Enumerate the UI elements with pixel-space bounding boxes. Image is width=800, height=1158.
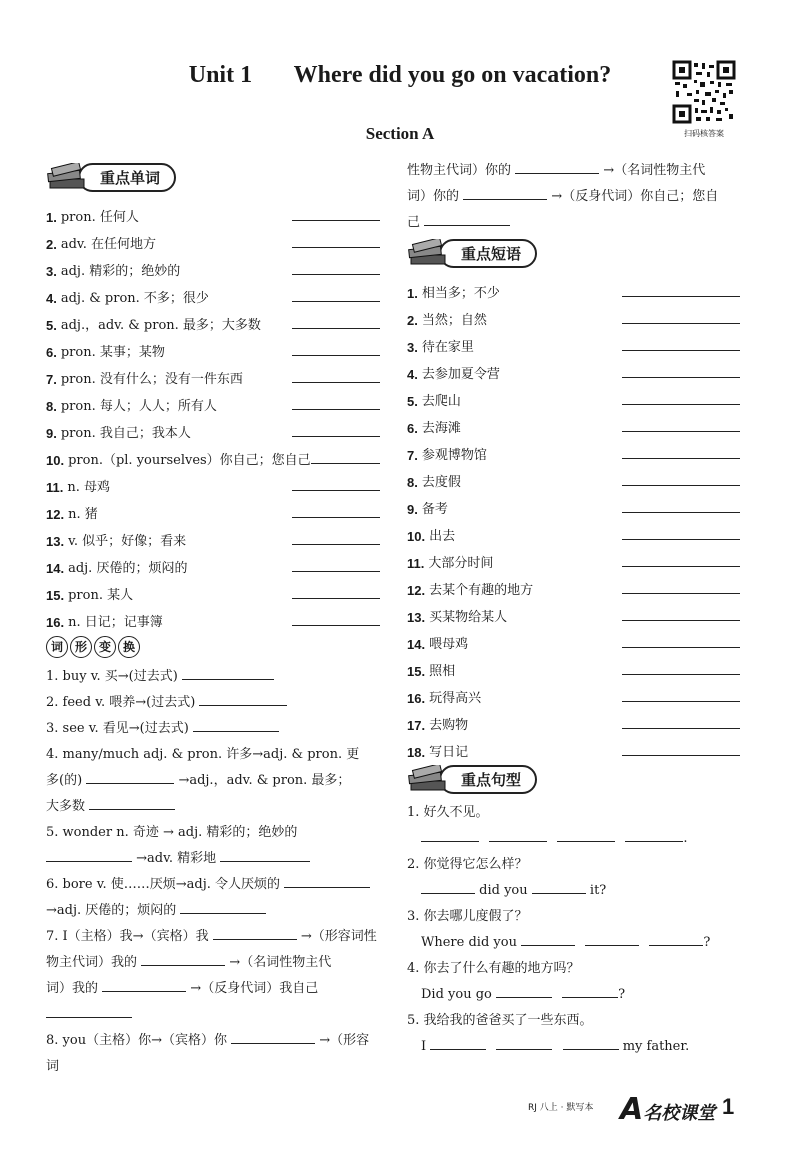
phrase-text: 去度假 [421, 475, 461, 490]
phrases-badge [407, 238, 740, 268]
transform-badge [46, 636, 380, 658]
sentence-prompt: 5. 我给我的爸爸买了一些东西。 [407, 1013, 593, 1028]
books-icon [407, 765, 451, 793]
phrase-row [407, 598, 740, 625]
sentence-text: . [683, 831, 688, 846]
word-number: 3. [46, 264, 57, 279]
phrase-row [407, 706, 740, 733]
words-label: 重点单词 [78, 163, 176, 192]
word-row [46, 468, 380, 495]
transform-text: 性物主代词）你的 [407, 163, 512, 178]
phrase-row [407, 355, 740, 382]
phrase-row [407, 733, 740, 760]
logo-letter: A [620, 1092, 644, 1127]
answer-blank[interactable] [622, 687, 740, 702]
phrase-row [407, 436, 740, 463]
phrase-number: 3. [407, 340, 418, 355]
phrase-row [407, 409, 740, 436]
answer-blank[interactable] [585, 933, 639, 946]
word-row [46, 387, 380, 414]
sentences-label: 重点句型 [439, 765, 537, 794]
transform-text: →adj. 厌倦的；烦闷的 [46, 903, 177, 918]
word-text: pron. 没有什么；没有一件东西 [60, 372, 243, 387]
word-number: 13. [46, 534, 65, 549]
answer-blank[interactable] [213, 927, 297, 940]
answer-blank[interactable] [292, 584, 380, 599]
phrase-text: 去购物 [429, 718, 469, 733]
transform-item-5 [46, 820, 380, 872]
qr-caption: 扫码核答案 [684, 129, 724, 138]
sentence-prompt: 4. 你去了什么有趣的地方吗？ [407, 961, 580, 976]
word-row [46, 198, 380, 225]
phrase-text: 去某个有趣的地方 [429, 583, 534, 598]
answer-blank[interactable] [622, 336, 740, 351]
word-number: 10. [46, 453, 65, 468]
phrase-text: 出去 [429, 529, 456, 544]
transform-text: →adv. 精彩地 [136, 851, 217, 866]
transform-text: 己 [407, 215, 421, 230]
answer-blank[interactable] [622, 309, 740, 324]
transform-text: 8. you（主格）你→（宾格）你 [46, 1033, 227, 1048]
phrase-row [407, 328, 740, 355]
answer-blank[interactable] [622, 579, 740, 594]
words-badge [46, 162, 380, 192]
word-row [46, 306, 380, 333]
left-column [46, 160, 380, 1080]
phrase-number: 17. [407, 718, 426, 733]
answer-blank[interactable] [622, 660, 740, 675]
phrase-number: 8. [407, 475, 418, 490]
word-row [46, 225, 380, 252]
sentence-text: did you [479, 883, 528, 898]
answer-blank[interactable] [622, 633, 740, 648]
phrase-row [407, 625, 740, 652]
transform-char: 词 [46, 636, 68, 658]
word-text: pron.（pl. yourselves）你自己；您自己 [68, 453, 311, 468]
word-row [46, 522, 380, 549]
phrase-text: 去参加夏令营 [421, 367, 500, 382]
answer-blank[interactable] [622, 552, 740, 567]
section-title: Section A [365, 124, 435, 143]
transform-item-2 [46, 690, 380, 716]
phrase-number: 16. [407, 691, 426, 706]
transform-item-3 [46, 716, 380, 742]
books-icon [407, 239, 451, 267]
unit-label: Unit 1 [188, 62, 253, 88]
answer-blank[interactable] [515, 161, 599, 174]
answer-blank[interactable] [562, 985, 618, 998]
phrase-text: 大部分时间 [428, 556, 494, 571]
answer-blank[interactable] [220, 849, 310, 862]
answer-blank[interactable] [180, 901, 266, 914]
answer-blank[interactable] [182, 667, 274, 680]
sentence-4 [407, 956, 740, 1008]
answer-blank[interactable] [622, 741, 740, 756]
answer-blank[interactable] [89, 797, 175, 810]
phrase-text: 写日记 [429, 745, 469, 760]
phrase-number: 12. [407, 583, 426, 598]
phrase-text: 参观博物馆 [421, 448, 487, 463]
phrase-number: 10. [407, 529, 426, 544]
answer-blank[interactable] [496, 1037, 552, 1050]
word-number: 7. [46, 372, 57, 387]
transform-char: 变 [94, 636, 116, 658]
sentence-prompt: 1. 好久不见。 [407, 805, 489, 820]
phrase-row [407, 301, 740, 328]
phrases-label: 重点短语 [439, 239, 537, 268]
answer-blank[interactable] [292, 395, 380, 410]
answer-blank[interactable] [284, 875, 370, 888]
transform-text: 1. buy v. 买→(过去式) [46, 669, 178, 684]
phrase-number: 14. [407, 637, 426, 652]
word-row [46, 414, 380, 441]
sentence-text: ? [703, 935, 711, 950]
answer-blank[interactable] [46, 1005, 132, 1018]
answer-blank[interactable] [193, 719, 279, 732]
phrase-text: 相当多；不少 [421, 286, 500, 301]
word-number: 8. [46, 399, 57, 414]
qr-code-icon[interactable] [672, 60, 736, 124]
answer-blank[interactable] [102, 979, 186, 992]
word-number: 11. [46, 480, 64, 495]
phrases-list [407, 274, 740, 760]
word-number: 9. [46, 426, 57, 441]
transform-text: 2. feed v. 喂养→(过去式) [46, 695, 196, 710]
phrase-number: 2. [407, 313, 418, 328]
phrase-row [407, 652, 740, 679]
phrase-text: 待在家里 [421, 340, 474, 355]
transform-text: 4. many/much adj. & pron. 许多→adj. & pron. 更 [46, 747, 360, 762]
answer-blank[interactable] [292, 341, 380, 356]
sentence-text: it? [589, 883, 607, 898]
answer-blank[interactable] [563, 1037, 619, 1050]
transform-text: →（形容词性 [300, 929, 377, 944]
word-row [46, 279, 380, 306]
right-column [407, 158, 740, 1060]
word-text: adv. 在任何地方 [60, 237, 156, 252]
transform-text: →（形容词 [46, 1033, 370, 1074]
answer-blank[interactable] [489, 829, 547, 842]
sentence-text: my father. [622, 1039, 690, 1054]
answer-blank[interactable] [292, 530, 380, 545]
transform-text: →（反身代词）你自己；您自 [551, 189, 719, 204]
word-row [46, 576, 380, 603]
answer-blank[interactable] [622, 417, 740, 432]
answer-blank[interactable] [622, 444, 740, 459]
phrase-row [407, 679, 740, 706]
phrase-text: 备考 [421, 502, 448, 517]
transform-text: 5. wonder n. 奇迹 → adj. 精彩的；绝妙的 [46, 825, 298, 840]
word-text: adj. 厌倦的；烦闷的 [68, 561, 188, 576]
word-text: n. 猪 [68, 507, 98, 522]
footer-code: RJ 八上 · 默写本 [528, 1103, 594, 1113]
word-number: 6. [46, 345, 57, 360]
word-row [46, 252, 380, 279]
answer-blank[interactable] [532, 881, 586, 894]
answer-blank[interactable] [292, 611, 380, 626]
answer-blank[interactable] [622, 390, 740, 405]
transform-item-8 [46, 1028, 380, 1080]
word-row [46, 603, 380, 630]
phrase-text: 买某物给某人 [429, 610, 508, 625]
phrase-text: 去爬山 [421, 394, 461, 409]
answer-blank[interactable] [421, 829, 479, 842]
transform-item-6 [46, 872, 380, 924]
phrase-number: 4. [407, 367, 418, 382]
word-row [46, 333, 380, 360]
transform-char: 形 [70, 636, 92, 658]
books-icon [46, 163, 90, 191]
answer-blank[interactable] [292, 557, 380, 572]
word-number: 2. [46, 237, 57, 252]
sentence-text: I [421, 1039, 427, 1054]
answer-blank[interactable] [311, 449, 380, 464]
page-number: 1 [722, 1094, 735, 1119]
answer-blank[interactable] [86, 771, 174, 784]
transform-item-4 [46, 742, 380, 820]
transform-text: 3. see v. 看见→(过去式) [46, 721, 189, 736]
word-text: v. 似乎；好像；看来 [68, 534, 187, 549]
word-text: n. 母鸡 [67, 480, 110, 495]
phrase-row [407, 517, 740, 544]
word-number: 4. [46, 291, 57, 306]
phrase-number: 13. [407, 610, 426, 625]
transform-text: 6. bore v. 使……厌烦→adj. 令人厌烦的 [46, 877, 281, 892]
answer-blank[interactable] [46, 849, 132, 862]
answer-blank[interactable] [622, 525, 740, 540]
sentence-1 [407, 800, 740, 852]
transform-item-8-cont [407, 158, 740, 236]
phrase-row [407, 571, 740, 598]
answer-blank[interactable] [292, 422, 380, 437]
transform-text: →（名词性物主代 [603, 163, 706, 178]
phrase-number: 15. [407, 664, 426, 679]
answer-blank[interactable] [292, 233, 380, 248]
word-text: n. 日记；记事簿 [68, 615, 163, 630]
sentences-badge [407, 764, 740, 794]
word-number: 12. [46, 507, 65, 522]
publisher-logo [620, 1092, 715, 1127]
transform-text: 7. I（主格）我→（宾格）我 [46, 929, 209, 944]
phrase-text: 当然；自然 [421, 313, 487, 328]
phrase-text: 去海滩 [421, 421, 461, 436]
answer-blank[interactable] [292, 287, 380, 302]
word-text: adj. & pron. 不多；很少 [60, 291, 209, 306]
transform-text: 词）我的 [46, 981, 99, 996]
answer-blank[interactable] [292, 368, 380, 383]
answer-blank[interactable] [622, 714, 740, 729]
word-number: 5. [46, 318, 57, 333]
word-row [46, 441, 380, 468]
answer-blank[interactable] [421, 881, 475, 894]
sentence-2 [407, 852, 740, 904]
sentence-3 [407, 904, 740, 956]
word-text: pron. 任何人 [60, 210, 139, 225]
answer-blank[interactable] [292, 503, 380, 518]
word-text: pron. 某事；某物 [60, 345, 165, 360]
answer-blank[interactable] [622, 606, 740, 621]
answer-blank[interactable] [625, 829, 683, 842]
phrase-number: 11. [407, 556, 425, 571]
word-text: adj.，adv. & pron. 最多；大多数 [60, 318, 261, 333]
sentence-text: Did you go [421, 987, 492, 1002]
word-number: 15. [46, 588, 65, 603]
answer-blank[interactable] [496, 985, 552, 998]
phrase-number: 18. [407, 745, 426, 760]
sentence-text: Where did you [421, 935, 517, 950]
sentence-text: ? [618, 987, 626, 1002]
word-text: adj. 精彩的；绝妙的 [60, 264, 181, 279]
answer-blank[interactable] [622, 282, 740, 297]
answer-blank[interactable] [557, 829, 615, 842]
transform-text: →（反身代词）我自己 [190, 981, 319, 996]
answer-blank[interactable] [231, 1031, 315, 1044]
phrase-text: 照相 [429, 664, 456, 679]
answer-blank[interactable] [424, 213, 510, 226]
phrase-text: 玩得高兴 [429, 691, 482, 706]
transform-text: 词）你的 [407, 189, 460, 204]
answer-blank[interactable] [292, 476, 380, 491]
answer-blank[interactable] [463, 187, 547, 200]
phrase-number: 1. [407, 286, 418, 301]
transform-item-7 [46, 924, 380, 1028]
answer-blank[interactable] [141, 953, 225, 966]
logo-text: 名校课堂 [643, 1103, 716, 1124]
answer-blank[interactable] [292, 260, 380, 275]
word-text: pron. 我自己；我本人 [60, 426, 191, 441]
unit-title: Where did you go on vacation? [293, 62, 612, 88]
answer-blank[interactable] [622, 471, 740, 486]
transform-text: 多(的) [46, 773, 83, 788]
transform-char: 换 [118, 636, 140, 658]
phrase-number: 7. [407, 448, 418, 463]
word-number: 1. [46, 210, 57, 225]
answer-blank[interactable] [622, 363, 740, 378]
sentence-prompt: 3. 你去哪儿度假了？ [407, 909, 528, 924]
phrase-text: 喂母鸡 [429, 637, 469, 652]
phrase-row [407, 544, 740, 571]
answer-blank[interactable] [199, 693, 287, 706]
word-row [46, 549, 380, 576]
word-row [46, 360, 380, 387]
phrase-number: 5. [407, 394, 418, 409]
word-text: pron. 每人；人人；所有人 [60, 399, 217, 414]
transform-text: 物主代词）我的 [46, 955, 138, 970]
phrase-row [407, 382, 740, 409]
words-list [46, 198, 380, 630]
phrase-number: 9. [407, 502, 418, 517]
answer-blank[interactable] [430, 1037, 486, 1050]
answer-blank[interactable] [292, 206, 380, 221]
word-number: 14. [46, 561, 65, 576]
sentence-prompt: 2. 你觉得它怎么样？ [407, 857, 528, 872]
transform-text: →adj.，adv. & pron. 最多； [178, 773, 351, 788]
phrase-row [407, 463, 740, 490]
transform-text: 大多数 [46, 799, 86, 814]
word-row [46, 495, 380, 522]
answer-blank[interactable] [622, 498, 740, 513]
word-text: pron. 某人 [68, 588, 134, 603]
answer-blank[interactable] [292, 314, 380, 329]
sentence-5 [407, 1008, 740, 1060]
phrase-row [407, 490, 740, 517]
phrase-number: 6. [407, 421, 418, 436]
transform-text: →（名词性物主代 [229, 955, 332, 970]
phrase-row [407, 274, 740, 301]
answer-blank[interactable] [649, 933, 703, 946]
answer-blank[interactable] [521, 933, 575, 946]
word-number: 16. [46, 615, 65, 630]
transform-item-1 [46, 664, 380, 690]
